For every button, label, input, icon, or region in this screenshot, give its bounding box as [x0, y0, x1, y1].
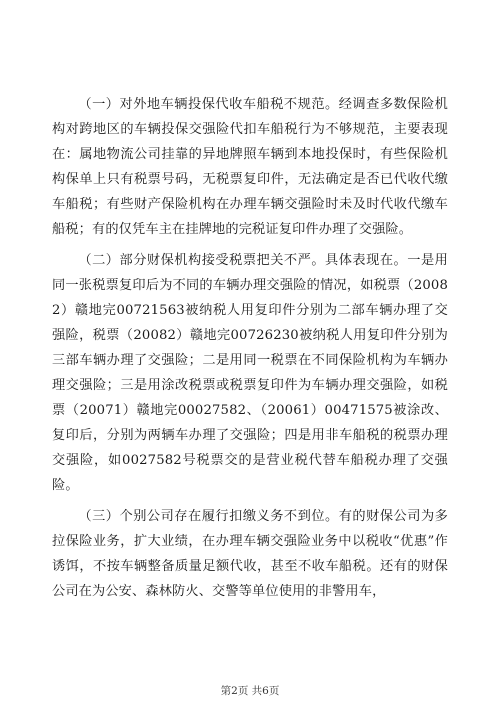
paragraph-1: （一）对外地车辆投保代收车船税不规范。经调查多数保险机构对跨地区的车辆投保交强险代扣车船税行为不够规范，主要表现在：属地物流公司挂靠的异地牌照车辆到本地投保时，有些保险机构保单上只有税票号码，无税票复印件，无法确定是否已代收代缴车船税；有些财产保险机构在办理车辆交强险时未及时代收代缴车船税；有的仅凭车主在挂牌地的完税证复印件办理了交强险。	[52, 97, 448, 237]
paragraph-3: （三）个别公司存在履行扣缴义务不到位。有的财保公司为多拉保险业务，扩大业绩，在办理车辆交强险业务中以税收“优惠”作诱饵，不按车辆整备质量足额代收，甚至不收车船税。还有的财保公司在为公安、森林防火、交警等单位使用的非警用车，	[52, 509, 448, 599]
page-footer: 第2页 共6页	[220, 685, 280, 697]
document-body	[52, 92, 448, 610]
paragraph-2: （二）部分财保机构接受税票把关不严。具体表现在。一是用同一张税票复印后为不同的车辆办理交强险的情况，如税票（20082）赣地完00721563被纳税人用复印件分别为二部车辆办理了交强险，税票（20082）赣地完00726230被纳税人用复印件分别为三部车辆办理了交强险；二是用同一税票在不同保险机构为车辆办理交强险；三是用涂改税票或税票复印件为车辆办理交强险，如税票（20071）赣地完00027582、（20061）00471575被涂改、复印后，分别为两辆车办理了交强险；四是用非车船税的税票办理交强险，如0027582号税票交的是营业税代替车船税办理了交强险。	[52, 253, 448, 493]
